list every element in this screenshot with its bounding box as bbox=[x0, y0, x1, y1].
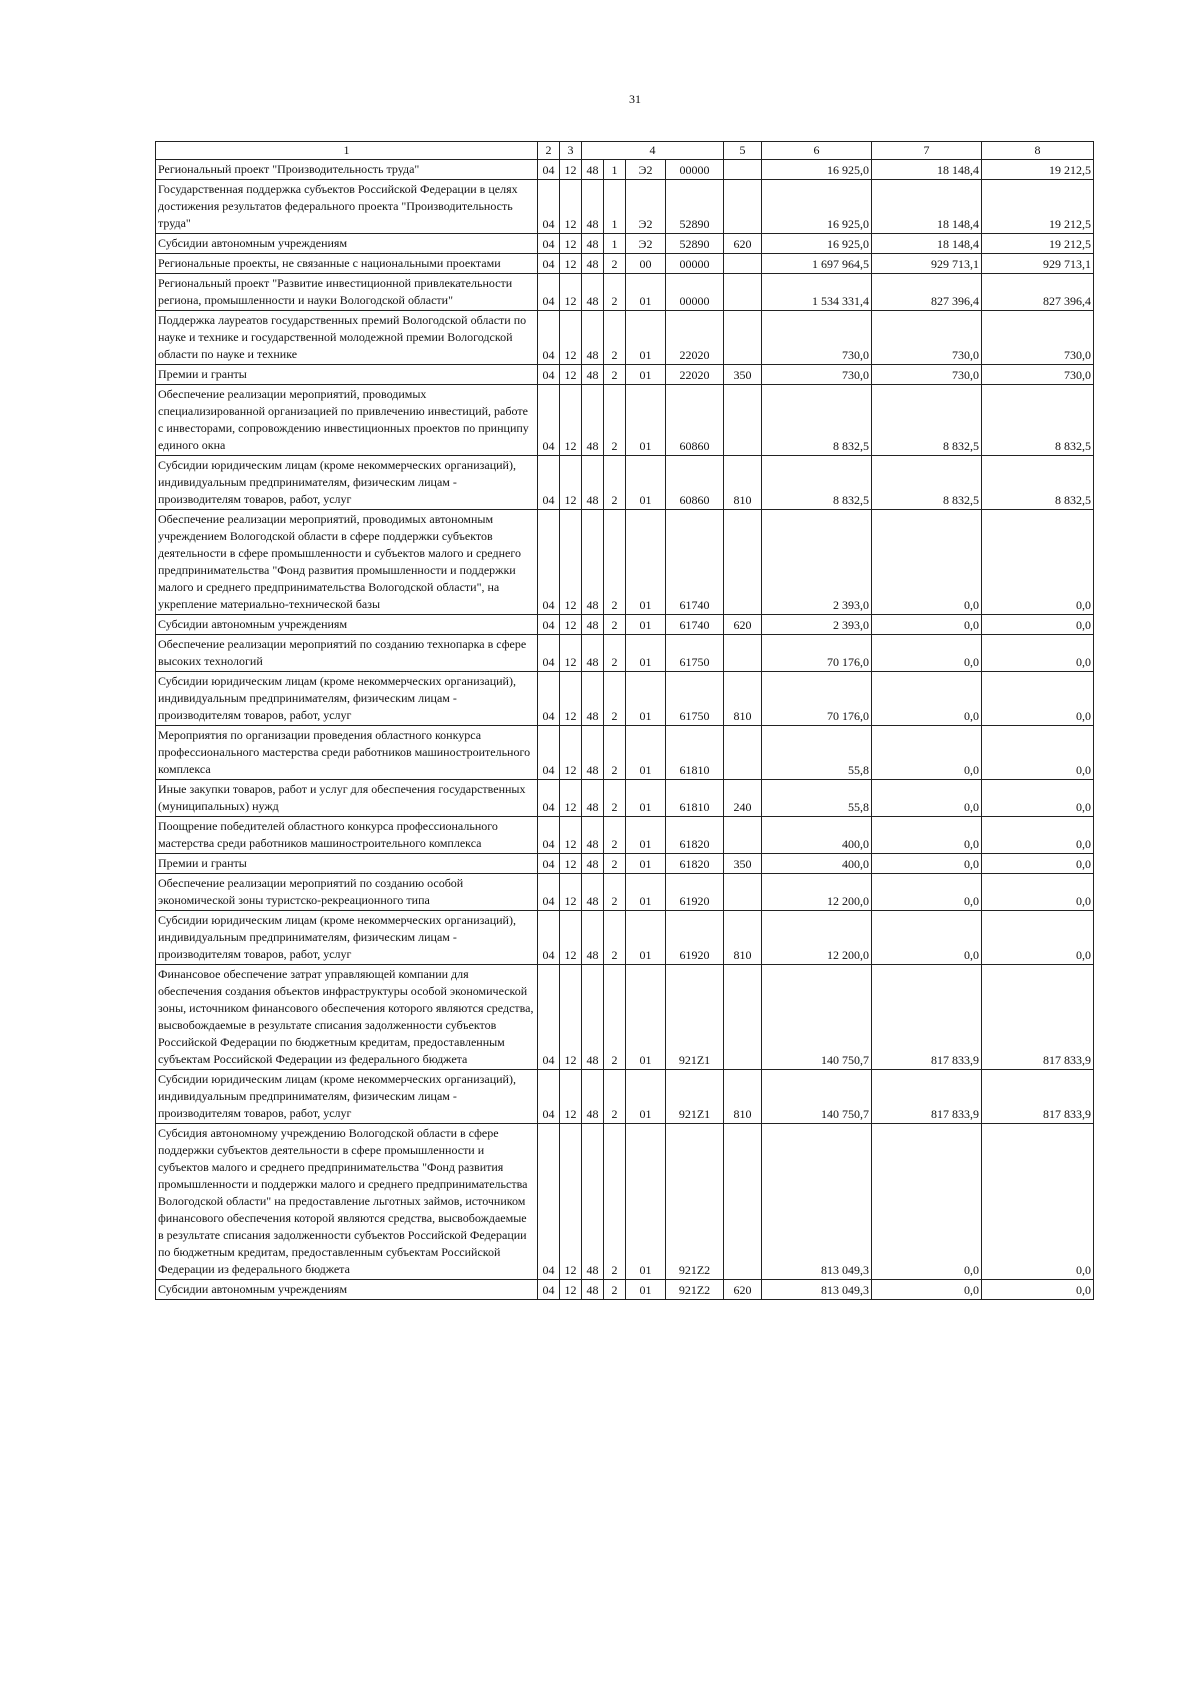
col-5-cell: 620 bbox=[724, 234, 762, 254]
row-name: Обеспечение реализации мероприятий по созданию технопарка в сфере высоких технологий bbox=[156, 635, 538, 672]
col-3-cell: 12 bbox=[560, 635, 582, 672]
row-name: Премии и гранты bbox=[156, 365, 538, 385]
col-2-cell: 04 bbox=[538, 385, 560, 456]
col-4a-cell: 48 bbox=[582, 854, 604, 874]
col-4c-cell: 00 bbox=[626, 254, 666, 274]
col-4a-cell: 48 bbox=[582, 234, 604, 254]
header-col-4: 4 bbox=[582, 142, 724, 160]
col-4d-cell: 52890 bbox=[666, 234, 724, 254]
table-row bbox=[156, 911, 1094, 965]
col-4a-cell: 48 bbox=[582, 311, 604, 365]
col-8-cell: 817 833,9 bbox=[982, 1070, 1094, 1124]
col-4d-cell: 921Z2 bbox=[666, 1124, 724, 1280]
row-name: Государственная поддержка субъектов Российской Федерации в целях достижения результатов федерального проекта "Производительность труда" bbox=[156, 180, 538, 234]
row-name: Обеспечение реализации мероприятий, проводимых специализированной организацией по привлечению инвестиций, работе с инвесторами, сопровождению инвестиционных проектов по принципу единого окна bbox=[156, 385, 538, 456]
col-8-cell: 817 833,9 bbox=[982, 965, 1094, 1070]
col-4b-cell: 2 bbox=[604, 615, 626, 635]
col-7-cell: 0,0 bbox=[872, 817, 982, 854]
col-4c-cell: 01 bbox=[626, 1070, 666, 1124]
col-6-cell: 12 200,0 bbox=[762, 874, 872, 911]
header-col-3: 3 bbox=[560, 142, 582, 160]
col-2-cell: 04 bbox=[538, 817, 560, 854]
col-7-cell: 730,0 bbox=[872, 311, 982, 365]
col-7-cell: 8 832,5 bbox=[872, 385, 982, 456]
col-4c-cell: 01 bbox=[626, 615, 666, 635]
col-5-cell: 810 bbox=[724, 672, 762, 726]
col-3-cell: 12 bbox=[560, 311, 582, 365]
col-7-cell: 0,0 bbox=[872, 672, 982, 726]
table-row bbox=[156, 672, 1094, 726]
col-5-cell: 810 bbox=[724, 456, 762, 510]
col-4c-cell: Э2 bbox=[626, 160, 666, 180]
col-5-cell bbox=[724, 254, 762, 274]
table-row bbox=[156, 254, 1094, 274]
col-4a-cell: 48 bbox=[582, 965, 604, 1070]
col-6-cell: 16 925,0 bbox=[762, 160, 872, 180]
budget-table bbox=[155, 141, 1094, 1300]
col-4d-cell: 61920 bbox=[666, 874, 724, 911]
col-7-cell: 0,0 bbox=[872, 911, 982, 965]
col-7-cell: 0,0 bbox=[872, 874, 982, 911]
col-4d-cell: 00000 bbox=[666, 254, 724, 274]
col-4b-cell: 2 bbox=[604, 672, 626, 726]
col-3-cell: 12 bbox=[560, 780, 582, 817]
col-4a-cell: 48 bbox=[582, 615, 604, 635]
col-2-cell: 04 bbox=[538, 160, 560, 180]
row-name: Региональный проект "Производительность труда" bbox=[156, 160, 538, 180]
table-row bbox=[156, 234, 1094, 254]
col-7-cell: 0,0 bbox=[872, 854, 982, 874]
col-2-cell: 04 bbox=[538, 1124, 560, 1280]
col-4b-cell: 2 bbox=[604, 1124, 626, 1280]
table-row bbox=[156, 635, 1094, 672]
col-4d-cell: 61920 bbox=[666, 911, 724, 965]
col-4b-cell: 1 bbox=[604, 160, 626, 180]
col-8-cell: 0,0 bbox=[982, 874, 1094, 911]
col-4a-cell: 48 bbox=[582, 180, 604, 234]
col-4a-cell: 48 bbox=[582, 1280, 604, 1300]
col-6-cell: 12 200,0 bbox=[762, 911, 872, 965]
col-5-cell bbox=[724, 510, 762, 615]
col-4b-cell: 1 bbox=[604, 180, 626, 234]
col-7-cell: 0,0 bbox=[872, 635, 982, 672]
col-4a-cell: 48 bbox=[582, 456, 604, 510]
col-4a-cell: 48 bbox=[582, 911, 604, 965]
col-4c-cell: 01 bbox=[626, 965, 666, 1070]
col-7-cell: 827 396,4 bbox=[872, 274, 982, 311]
col-8-cell: 0,0 bbox=[982, 510, 1094, 615]
col-8-cell: 19 212,5 bbox=[982, 234, 1094, 254]
col-6-cell: 8 832,5 bbox=[762, 385, 872, 456]
row-name: Региональные проекты, не связанные с национальными проектами bbox=[156, 254, 538, 274]
col-6-cell: 813 049,3 bbox=[762, 1124, 872, 1280]
col-4c-cell: 01 bbox=[626, 385, 666, 456]
col-4c-cell: 01 bbox=[626, 726, 666, 780]
col-7-cell: 18 148,4 bbox=[872, 180, 982, 234]
table-row bbox=[156, 385, 1094, 456]
col-4b-cell: 2 bbox=[604, 635, 626, 672]
row-name: Премии и гранты bbox=[156, 854, 538, 874]
col-8-cell: 0,0 bbox=[982, 1124, 1094, 1280]
col-8-cell: 0,0 bbox=[982, 726, 1094, 780]
col-4d-cell: 22020 bbox=[666, 365, 724, 385]
col-3-cell: 12 bbox=[560, 911, 582, 965]
col-4c-cell: Э2 bbox=[626, 234, 666, 254]
col-4c-cell: 01 bbox=[626, 1280, 666, 1300]
col-7-cell: 0,0 bbox=[872, 726, 982, 780]
col-4a-cell: 48 bbox=[582, 274, 604, 311]
col-5-cell bbox=[724, 1124, 762, 1280]
col-7-cell: 18 148,4 bbox=[872, 160, 982, 180]
col-3-cell: 12 bbox=[560, 385, 582, 456]
col-5-cell bbox=[724, 817, 762, 854]
col-6-cell: 730,0 bbox=[762, 311, 872, 365]
col-5-cell bbox=[724, 726, 762, 780]
table-row bbox=[156, 965, 1094, 1070]
col-5-cell: 620 bbox=[724, 615, 762, 635]
col-4d-cell: 61810 bbox=[666, 780, 724, 817]
col-4d-cell: 22020 bbox=[666, 311, 724, 365]
col-4b-cell: 1 bbox=[604, 234, 626, 254]
col-3-cell: 12 bbox=[560, 160, 582, 180]
col-2-cell: 04 bbox=[538, 726, 560, 780]
table-row bbox=[156, 726, 1094, 780]
col-4c-cell: 01 bbox=[626, 274, 666, 311]
col-4b-cell: 2 bbox=[604, 254, 626, 274]
col-6-cell: 8 832,5 bbox=[762, 456, 872, 510]
col-4d-cell: 61820 bbox=[666, 854, 724, 874]
row-name: Обеспечение реализации мероприятий по созданию особой экономической зоны туристско-рекреационного типа bbox=[156, 874, 538, 911]
col-3-cell: 12 bbox=[560, 254, 582, 274]
table-row bbox=[156, 274, 1094, 311]
row-name: Субсидии юридическим лицам (кроме некоммерческих организаций), индивидуальным предпринимателям, физическим лицам - производителям товаров, работ, услуг bbox=[156, 911, 538, 965]
col-4a-cell: 48 bbox=[582, 385, 604, 456]
col-3-cell: 12 bbox=[560, 234, 582, 254]
col-4c-cell: 01 bbox=[626, 635, 666, 672]
col-4a-cell: 48 bbox=[582, 160, 604, 180]
col-5-cell: 350 bbox=[724, 854, 762, 874]
col-4d-cell: 61810 bbox=[666, 726, 724, 780]
col-4a-cell: 48 bbox=[582, 780, 604, 817]
col-4b-cell: 2 bbox=[604, 874, 626, 911]
col-2-cell: 04 bbox=[538, 780, 560, 817]
col-6-cell: 2 393,0 bbox=[762, 615, 872, 635]
col-3-cell: 12 bbox=[560, 965, 582, 1070]
page-number: 31 bbox=[629, 92, 641, 106]
row-name: Обеспечение реализации мероприятий, проводимых автономным учреждением Вологодской области в сфере поддержки субъектов деятельности в сфере промышленности и субъектов малого и среднего предпринимательства "Фонд развития промышленности и поддержки малого и среднего предпринимательства Вологодской области", на укрепление материально-технической базы bbox=[156, 510, 538, 615]
col-8-cell: 0,0 bbox=[982, 635, 1094, 672]
table-row bbox=[156, 874, 1094, 911]
col-4c-cell: 01 bbox=[626, 311, 666, 365]
row-name: Иные закупки товаров, работ и услуг для обеспечения государственных (муниципальных) нужд bbox=[156, 780, 538, 817]
row-name: Поощрение победителей областного конкурса профессионального мастерства среди работников машиностроительного комплекса bbox=[156, 817, 538, 854]
row-name: Мероприятия по организации проведения областного конкурса профессионального мастерства среди работников машиностроительного комплекса bbox=[156, 726, 538, 780]
col-4b-cell: 2 bbox=[604, 385, 626, 456]
col-4b-cell: 2 bbox=[604, 780, 626, 817]
col-2-cell: 04 bbox=[538, 456, 560, 510]
row-name: Субсидии автономным учреждениям bbox=[156, 1280, 538, 1300]
col-6-cell: 1 697 964,5 bbox=[762, 254, 872, 274]
col-3-cell: 12 bbox=[560, 180, 582, 234]
col-7-cell: 0,0 bbox=[872, 510, 982, 615]
col-2-cell: 04 bbox=[538, 1280, 560, 1300]
col-5-cell: 350 bbox=[724, 365, 762, 385]
col-8-cell: 0,0 bbox=[982, 911, 1094, 965]
col-4d-cell: 921Z1 bbox=[666, 965, 724, 1070]
col-8-cell: 0,0 bbox=[982, 854, 1094, 874]
table-row bbox=[156, 817, 1094, 854]
col-5-cell: 810 bbox=[724, 911, 762, 965]
col-4c-cell: 01 bbox=[626, 874, 666, 911]
col-2-cell: 04 bbox=[538, 365, 560, 385]
col-6-cell: 1 534 331,4 bbox=[762, 274, 872, 311]
col-8-cell: 8 832,5 bbox=[982, 385, 1094, 456]
col-3-cell: 12 bbox=[560, 510, 582, 615]
col-2-cell: 04 bbox=[538, 274, 560, 311]
col-4a-cell: 48 bbox=[582, 817, 604, 854]
row-name: Субсидии автономным учреждениям bbox=[156, 615, 538, 635]
col-3-cell: 12 bbox=[560, 1280, 582, 1300]
col-4b-cell: 2 bbox=[604, 1280, 626, 1300]
table-row bbox=[156, 160, 1094, 180]
col-6-cell: 400,0 bbox=[762, 817, 872, 854]
col-2-cell: 04 bbox=[538, 965, 560, 1070]
col-8-cell: 8 832,5 bbox=[982, 456, 1094, 510]
col-3-cell: 12 bbox=[560, 365, 582, 385]
col-4c-cell: 01 bbox=[626, 365, 666, 385]
row-name: Финансовое обеспечение затрат управляющей компании для обеспечения создания объектов инфраструктуры особой экономической зоны, источником финансового обеспечения которого являются средства, высвобождаемые в результате списания задолженности субъектов Российской Федерации по бюджетным кредитам, предоставленным субъектам Российской Федерации из федерального бюджета bbox=[156, 965, 538, 1070]
col-4d-cell: 61740 bbox=[666, 510, 724, 615]
col-8-cell: 730,0 bbox=[982, 311, 1094, 365]
col-5-cell bbox=[724, 635, 762, 672]
col-2-cell: 04 bbox=[538, 234, 560, 254]
col-4c-cell: 01 bbox=[626, 456, 666, 510]
col-8-cell: 730,0 bbox=[982, 365, 1094, 385]
header-col-5: 5 bbox=[724, 142, 762, 160]
col-5-cell: 620 bbox=[724, 1280, 762, 1300]
col-4d-cell: 61820 bbox=[666, 817, 724, 854]
header-col-7: 7 bbox=[872, 142, 982, 160]
table-row bbox=[156, 780, 1094, 817]
col-8-cell: 0,0 bbox=[982, 615, 1094, 635]
col-7-cell: 0,0 bbox=[872, 1280, 982, 1300]
col-7-cell: 8 832,5 bbox=[872, 456, 982, 510]
col-4d-cell: 61750 bbox=[666, 635, 724, 672]
col-4a-cell: 48 bbox=[582, 635, 604, 672]
col-3-cell: 12 bbox=[560, 274, 582, 311]
col-6-cell: 400,0 bbox=[762, 854, 872, 874]
col-4c-cell: 01 bbox=[626, 780, 666, 817]
col-4d-cell: 00000 bbox=[666, 160, 724, 180]
col-2-cell: 04 bbox=[538, 911, 560, 965]
col-6-cell: 730,0 bbox=[762, 365, 872, 385]
col-4a-cell: 48 bbox=[582, 254, 604, 274]
col-8-cell: 0,0 bbox=[982, 672, 1094, 726]
col-4c-cell: 01 bbox=[626, 510, 666, 615]
col-3-cell: 12 bbox=[560, 726, 582, 780]
col-4d-cell: 52890 bbox=[666, 180, 724, 234]
col-4d-cell: 921Z1 bbox=[666, 1070, 724, 1124]
col-4a-cell: 48 bbox=[582, 1124, 604, 1280]
col-5-cell bbox=[724, 274, 762, 311]
col-4a-cell: 48 bbox=[582, 726, 604, 780]
col-6-cell: 2 393,0 bbox=[762, 510, 872, 615]
col-2-cell: 04 bbox=[538, 672, 560, 726]
header-col-2: 2 bbox=[538, 142, 560, 160]
col-5-cell bbox=[724, 180, 762, 234]
col-2-cell: 04 bbox=[538, 311, 560, 365]
col-4c-cell: 01 bbox=[626, 911, 666, 965]
col-3-cell: 12 bbox=[560, 456, 582, 510]
col-8-cell: 827 396,4 bbox=[982, 274, 1094, 311]
col-6-cell: 55,8 bbox=[762, 726, 872, 780]
table-row bbox=[156, 180, 1094, 234]
row-name: Субсидии юридическим лицам (кроме некоммерческих организаций), индивидуальным предпринимателям, физическим лицам - производителям товаров, работ, услуг bbox=[156, 1070, 538, 1124]
col-6-cell: 70 176,0 bbox=[762, 672, 872, 726]
col-4b-cell: 2 bbox=[604, 854, 626, 874]
col-8-cell: 0,0 bbox=[982, 780, 1094, 817]
col-4a-cell: 48 bbox=[582, 672, 604, 726]
col-7-cell: 0,0 bbox=[872, 1124, 982, 1280]
col-4b-cell: 2 bbox=[604, 311, 626, 365]
col-2-cell: 04 bbox=[538, 854, 560, 874]
col-4c-cell: 01 bbox=[626, 672, 666, 726]
table-row bbox=[156, 311, 1094, 365]
col-6-cell: 16 925,0 bbox=[762, 234, 872, 254]
col-6-cell: 70 176,0 bbox=[762, 635, 872, 672]
col-3-cell: 12 bbox=[560, 854, 582, 874]
col-4c-cell: 01 bbox=[626, 854, 666, 874]
col-4b-cell: 2 bbox=[604, 1070, 626, 1124]
col-3-cell: 12 bbox=[560, 615, 582, 635]
col-2-cell: 04 bbox=[538, 615, 560, 635]
col-2-cell: 04 bbox=[538, 1070, 560, 1124]
col-4d-cell: 60860 bbox=[666, 385, 724, 456]
row-name: Субсидии юридическим лицам (кроме некоммерческих организаций), индивидуальным предпринимателям, физическим лицам - производителям товаров, работ, услуг bbox=[156, 456, 538, 510]
col-7-cell: 0,0 bbox=[872, 615, 982, 635]
col-3-cell: 12 bbox=[560, 1070, 582, 1124]
table-row bbox=[156, 1070, 1094, 1124]
col-7-cell: 18 148,4 bbox=[872, 234, 982, 254]
col-3-cell: 12 bbox=[560, 672, 582, 726]
col-8-cell: 0,0 bbox=[982, 817, 1094, 854]
row-name: Субсидия автономному учреждению Вологодской области в сфере поддержки субъектов деятельности в сфере промышленности и субъектов малого и среднего предпринимательства "Фонд развития промышленности и поддержки малого и среднего предпринимательства Вологодской области" на предоставление льготных займов, источником финансового обеспечения которой являются средства, высвобождаемые в результате списания задолженности субъектов Российской Федерации по бюджетным кредитам, предоставленным субъектам Российской Федерации из федерального бюджета bbox=[156, 1124, 538, 1280]
col-8-cell: 0,0 bbox=[982, 1280, 1094, 1300]
col-5-cell: 240 bbox=[724, 780, 762, 817]
table-row bbox=[156, 365, 1094, 385]
table-row bbox=[156, 854, 1094, 874]
col-4a-cell: 48 bbox=[582, 874, 604, 911]
col-4b-cell: 2 bbox=[604, 965, 626, 1070]
col-6-cell: 140 750,7 bbox=[762, 965, 872, 1070]
col-5-cell bbox=[724, 965, 762, 1070]
col-5-cell bbox=[724, 311, 762, 365]
col-4a-cell: 48 bbox=[582, 365, 604, 385]
col-5-cell bbox=[724, 874, 762, 911]
col-2-cell: 04 bbox=[538, 510, 560, 615]
col-4c-cell: Э2 bbox=[626, 180, 666, 234]
col-6-cell: 16 925,0 bbox=[762, 180, 872, 234]
col-4b-cell: 2 bbox=[604, 817, 626, 854]
col-2-cell: 04 bbox=[538, 254, 560, 274]
col-4b-cell: 2 bbox=[604, 911, 626, 965]
table-row bbox=[156, 456, 1094, 510]
col-7-cell: 817 833,9 bbox=[872, 1070, 982, 1124]
col-2-cell: 04 bbox=[538, 874, 560, 911]
row-name: Поддержка лауреатов государственных премий Вологодской области по науке и технике и государственной молодежной премии Вологодской области по науке и технике bbox=[156, 311, 538, 365]
col-3-cell: 12 bbox=[560, 817, 582, 854]
header-col-8: 8 bbox=[982, 142, 1094, 160]
col-4b-cell: 2 bbox=[604, 726, 626, 780]
col-2-cell: 04 bbox=[538, 180, 560, 234]
col-4d-cell: 60860 bbox=[666, 456, 724, 510]
table-row bbox=[156, 1280, 1094, 1300]
header-col-6: 6 bbox=[762, 142, 872, 160]
col-8-cell: 929 713,1 bbox=[982, 254, 1094, 274]
col-7-cell: 730,0 bbox=[872, 365, 982, 385]
col-4d-cell: 921Z2 bbox=[666, 1280, 724, 1300]
row-name: Субсидии автономным учреждениям bbox=[156, 234, 538, 254]
col-8-cell: 19 212,5 bbox=[982, 160, 1094, 180]
col-4a-cell: 48 bbox=[582, 1070, 604, 1124]
col-5-cell bbox=[724, 385, 762, 456]
col-5-cell: 810 bbox=[724, 1070, 762, 1124]
col-2-cell: 04 bbox=[538, 635, 560, 672]
col-4b-cell: 2 bbox=[604, 274, 626, 311]
col-6-cell: 813 049,3 bbox=[762, 1280, 872, 1300]
col-3-cell: 12 bbox=[560, 1124, 582, 1280]
col-4d-cell: 00000 bbox=[666, 274, 724, 311]
col-5-cell bbox=[724, 160, 762, 180]
col-8-cell: 19 212,5 bbox=[982, 180, 1094, 234]
col-4b-cell: 2 bbox=[604, 365, 626, 385]
col-4b-cell: 2 bbox=[604, 456, 626, 510]
table-row bbox=[156, 1124, 1094, 1280]
col-4d-cell: 61750 bbox=[666, 672, 724, 726]
col-4c-cell: 01 bbox=[626, 1124, 666, 1280]
table-row bbox=[156, 615, 1094, 635]
col-6-cell: 55,8 bbox=[762, 780, 872, 817]
col-3-cell: 12 bbox=[560, 874, 582, 911]
row-name: Региональный проект "Развитие инвестиционной привлекательности региона, промышленности и науки Вологодской области" bbox=[156, 274, 538, 311]
col-7-cell: 817 833,9 bbox=[872, 965, 982, 1070]
row-name: Субсидии юридическим лицам (кроме некоммерческих организаций), индивидуальным предпринимателям, физическим лицам - производителям товаров, работ, услуг bbox=[156, 672, 538, 726]
col-7-cell: 0,0 bbox=[872, 780, 982, 817]
header-row bbox=[156, 142, 1094, 160]
header-col-1: 1 bbox=[156, 142, 538, 160]
col-4b-cell: 2 bbox=[604, 510, 626, 615]
col-7-cell: 929 713,1 bbox=[872, 254, 982, 274]
col-4a-cell: 48 bbox=[582, 510, 604, 615]
col-4d-cell: 61740 bbox=[666, 615, 724, 635]
table-row bbox=[156, 510, 1094, 615]
col-6-cell: 140 750,7 bbox=[762, 1070, 872, 1124]
col-4c-cell: 01 bbox=[626, 817, 666, 854]
